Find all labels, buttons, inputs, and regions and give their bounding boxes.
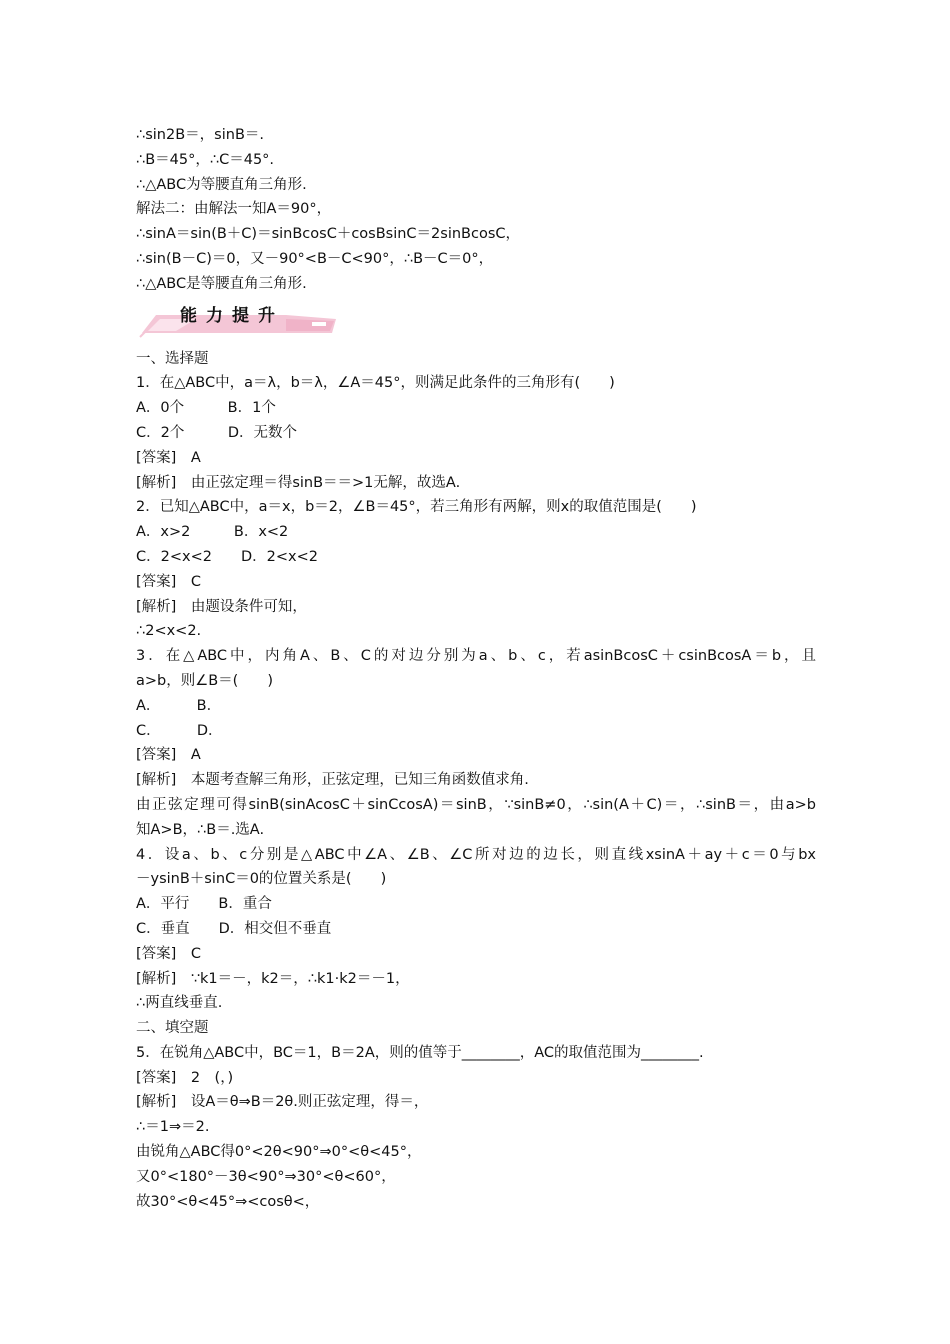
section-banner <box>136 297 816 343</box>
solution-continuation <box>136 123 816 297</box>
text-line: 2．已知△ABC中，a＝x，b＝2，∠B＝45°，若三角形有两解，则x的取值范围是( ) <box>136 499 697 516</box>
text-line: [答案] A <box>136 747 201 764</box>
text-line: ∴△ABC是等腰直角三角形. <box>136 275 307 292</box>
text-line: a>b，则∠B＝( ) <box>136 672 273 689</box>
text-line: 3．在△ABC中，内角A、B、C的对边分别为a、b、c，若asinBcosC＋csinBcosA＝b，且 <box>136 648 816 665</box>
text-line: ∴＝1⇒＝2. <box>136 1119 210 1136</box>
text-line: [解析] 由题设条件可知， <box>136 598 307 615</box>
text-line: [答案] A <box>136 449 201 466</box>
text-line: 1．在△ABC中，a＝λ，b＝λ，∠A＝45°，则满足此条件的三角形有( ) <box>136 375 615 392</box>
text-line: [解析] 设A＝θ⇒B＝2θ.则正弦定理，得＝， <box>136 1094 429 1111</box>
text-line: ∴△ABC为等腰直角三角形. <box>136 176 307 193</box>
text-line: ∴sin2B＝，sinB＝. <box>136 127 265 143</box>
text-line: －ysinB＋sinC＝0的位置关系是( ) <box>136 871 387 888</box>
text-line: C． D． <box>136 722 223 739</box>
text-line: A． B． <box>136 697 222 714</box>
text-line: A．0个 B．1个 <box>136 400 276 417</box>
text-line: 由正弦定理可得sinB(sinAcosC＋sinCcosA)＝sinB，∵sinB≠0，∴sin(A＋C)＝，∴sinB＝，由a>b <box>136 796 816 813</box>
text-line: A．平行 B．重合 <box>136 896 272 913</box>
text-line: [答案] C <box>136 573 201 590</box>
text-line: ∴2<x<2. <box>136 623 202 640</box>
text-line: [解析] 由正弦定理＝得sinB＝＝>1无解，故选A. <box>136 474 461 491</box>
text-line: ∴两直线垂直. <box>136 995 223 1012</box>
banner-title: 能力提升 <box>180 305 284 326</box>
text-line: 知A>B，∴B＝.选A. <box>136 821 265 838</box>
text-line: C．2个 D．无数个 <box>136 424 298 441</box>
text-line: A．x>2 B．x<2 <box>136 524 289 541</box>
text-line: [答案] 2 (，) <box>136 1069 234 1086</box>
text-line: C．垂直 D．相交但不垂直 <box>136 920 332 937</box>
text-line: 5．在锐角△ABC中，BC＝1，B＝2A，则的值等于________，AC的取值范围为________. <box>136 1044 704 1061</box>
text-line: 由锐角△ABC得0°<2θ<90°⇒0°<θ<45°， <box>136 1144 422 1161</box>
text-line: [解析] 本题考查解三角形，正弦定理，已知三角函数值求角. <box>136 772 529 789</box>
text-line: ∴B＝45°，∴C＝45°. <box>136 151 275 168</box>
text-line: [答案] C <box>136 945 201 962</box>
text-line: 解法二：由解法一知A＝90°， <box>136 201 332 218</box>
text-line: C．2<x<2 D．2<x<2 <box>136 548 318 565</box>
text-line: [解析] ∵k1＝－，k2＝，∴k1·k2＝－1， <box>136 970 410 987</box>
text-line: ∴sin(B－C)＝0，又－90°<B－C<90°，∴B－C＝0°， <box>136 250 494 267</box>
exercise-section <box>136 347 816 1215</box>
text-line: 4．设a、b、c分别是△ABC中∠A、∠B、∠C所对边的边长，则直线xsinA＋ay＋c＝0与bx <box>136 846 816 863</box>
text-line: 故30°<θ<45°⇒<cosθ<， <box>136 1193 320 1210</box>
text-line: 又0°<180°－3θ<90°⇒30°<θ<60°， <box>136 1168 396 1185</box>
text-line: 二、填空题 <box>136 1020 209 1037</box>
document-page <box>136 123 816 1214</box>
text-line: 一、选择题 <box>136 350 209 367</box>
text-line: ∴sinA＝sin(B＋C)＝sinBcosC＋cosBsinC＝2sinBcosC， <box>136 226 521 243</box>
